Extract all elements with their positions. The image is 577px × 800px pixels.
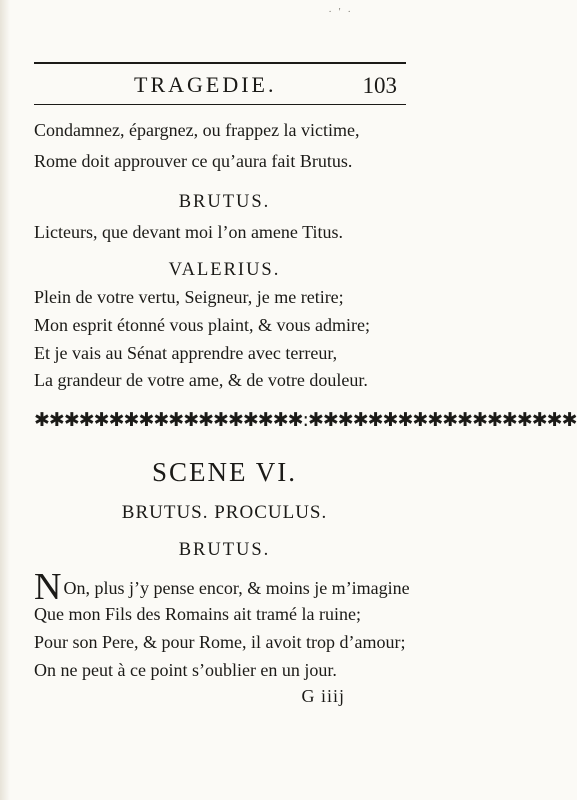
ornamental-divider: ✱✱✱✱✱✱✱✱✱✱✱✱✱✱✱✱✱✱:✱✱✱✱✱✱✱✱✱✱✱✱✱✱✱✱✱✱ [34, 409, 577, 431]
scene-characters: BRUTUS. PROCULUS. [121, 502, 328, 523]
signature-mark: G iiij [301, 686, 345, 706]
verse-line: Mon esprit étonné vous plaint, & vous admire; [34, 315, 370, 335]
verse-line: On ne peut à ce point s’oublier en un jour. [34, 660, 337, 680]
speaker-name: BRUTUS. [178, 192, 271, 212]
first-line-text: On, plus j’y pense encor, & moins je m’imagine [63, 578, 410, 598]
verse-line: Condamnez, épargnez, ou frappez la victime, [34, 120, 360, 140]
page-number: 103 [362, 73, 397, 98]
scene-title: SCENE VI. [151, 457, 297, 487]
verse-line: La grandeur de votre ame, & de votre douleur. [34, 370, 368, 390]
speaker-name: BRUTUS. [178, 540, 271, 560]
speaker-name: VALERIUS. [168, 260, 281, 280]
drop-cap: N [34, 566, 62, 608]
page-edge-shadow [0, 0, 10, 800]
verse-line: Licteurs, que devant moi l’on amene Titus. [34, 222, 343, 242]
header-rule [34, 104, 406, 105]
verse-line-first [34, 568, 410, 606]
paper-specks: · ' · [328, 6, 353, 18]
top-rule [34, 62, 406, 64]
verse-line: Pour son Pere, & pour Rome, il avoit trop d’amour; [34, 632, 406, 652]
running-title: TRAGEDIE. [134, 72, 277, 97]
verse-line: Rome doit approuver ce qu’aura fait Brutus. [34, 151, 353, 171]
verse-line: Et je vais au Sénat apprendre avec terreur, [34, 343, 338, 363]
verse-line: Plein de votre vertu, Seigneur, je me retire; [34, 287, 344, 307]
verse-line: Que mon Fils des Romains ait tramé la ruine; [34, 604, 361, 624]
